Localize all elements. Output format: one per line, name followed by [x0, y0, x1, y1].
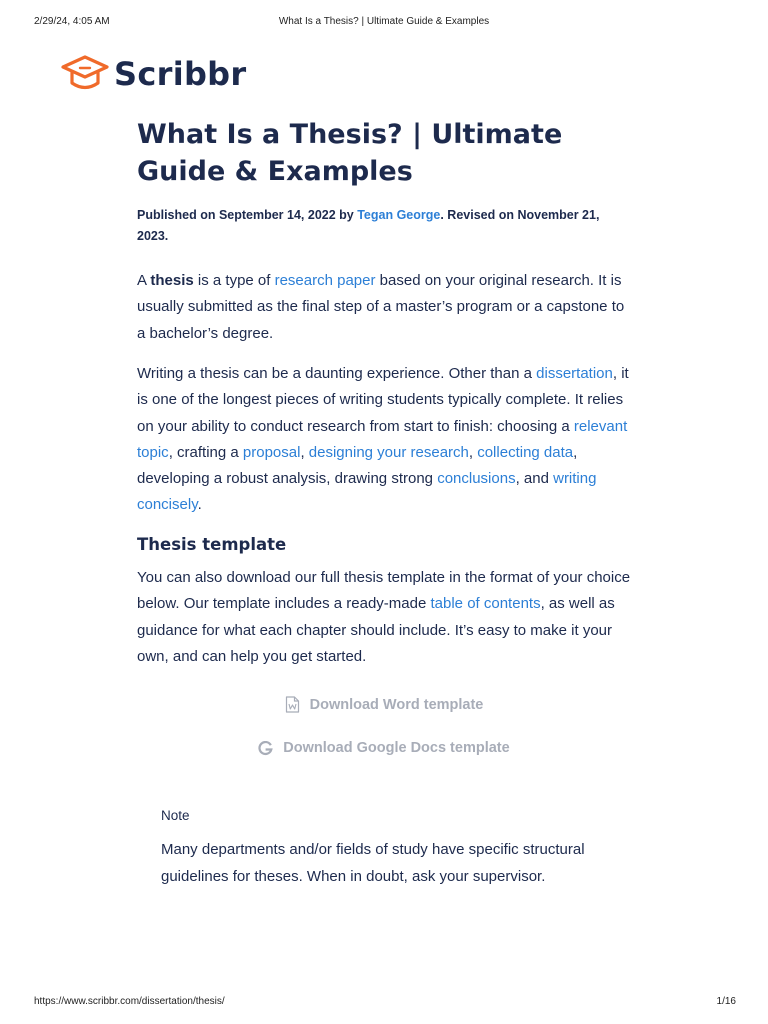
text-run: , and	[515, 470, 554, 488]
link-table-of-contents[interactable]: table of contents	[430, 595, 541, 613]
text-run: , it is one of the longest pieces of writing students typically complete. It relies on your ability to conduct research from start to finish: choosing a	[137, 365, 629, 435]
second-paragraph	[137, 361, 633, 519]
link-designing-research[interactable]: designing your research	[308, 443, 469, 461]
link-writing-concisely[interactable]: writing concisely	[137, 470, 597, 514]
link-relevant-topic[interactable]: relevant topic	[137, 417, 628, 461]
download-google-docs-button[interactable]	[0, 740, 768, 756]
scribbr-logo[interactable]	[60, 54, 246, 94]
text-run: Writing a thesis can be a daunting experience. Other than a	[137, 365, 537, 382]
download-word-label: Download Word template	[309, 696, 484, 713]
revised-date: . Revised on November 21, 2023.	[137, 208, 600, 243]
graduation-cap-logo-icon	[60, 54, 110, 94]
author-link[interactable]: Tegan George	[357, 208, 441, 222]
link-conclusions[interactable]: conclusions	[437, 470, 516, 488]
link-dissertation[interactable]: dissertation	[536, 365, 613, 382]
print-page-number: 1/16	[716, 996, 736, 1007]
intro-paragraph	[137, 268, 633, 347]
text-run: , developing a robust analysis, drawing strong	[137, 443, 578, 488]
text-run: , crafting a	[168, 443, 243, 461]
logo-wordmark: Scribbr	[114, 55, 247, 93]
text-run: , as well as guidance for what each chapter should include. It’s easy to make it your own, and can help you get started.	[137, 595, 615, 665]
byline	[137, 205, 607, 247]
note-label: Note	[161, 808, 190, 823]
text-run: A	[137, 272, 151, 289]
text-run: is a type of	[193, 272, 275, 289]
article-title: What Is a Thesis? | Ultimate Guide & Examples	[137, 119, 563, 187]
link-proposal[interactable]: proposal	[242, 443, 301, 461]
link-research-paper[interactable]: research paper	[274, 272, 376, 289]
note-text: Many departments and/or fields of study have specific structural guidelines for theses. When in doubt, ask your supervisor.	[161, 841, 585, 885]
word-document-icon	[285, 696, 300, 713]
text-run: You can also download our full thesis template in the format of your choice below. Our template includes a ready-made	[137, 569, 631, 613]
text-run: based on your original research. It is usually submitted as the final step of a master’s program or a capstone to a bachelor’s degree.	[137, 272, 625, 342]
print-page-title: What Is a Thesis? | Ultimate Guide & Examples	[278, 16, 490, 27]
template-paragraph	[137, 565, 633, 670]
published-date: Published on September 14, 2022 by	[137, 208, 358, 222]
link-collecting-data[interactable]: collecting data	[477, 443, 574, 461]
google-g-icon	[258, 741, 273, 756]
print-url: https://www.scribbr.com/dissertation/thesis/	[34, 996, 225, 1007]
download-word-button[interactable]	[0, 696, 768, 713]
section-heading-thesis-template: Thesis template	[137, 535, 287, 554]
text-run: ,	[300, 443, 309, 461]
text-run: ,	[468, 443, 478, 461]
text-run: .	[197, 496, 202, 514]
print-datetime: 2/29/24, 4:05 AM	[34, 16, 110, 27]
download-google-docs-label: Download Google Docs template	[283, 740, 510, 756]
bold-term: thesis	[150, 272, 194, 289]
